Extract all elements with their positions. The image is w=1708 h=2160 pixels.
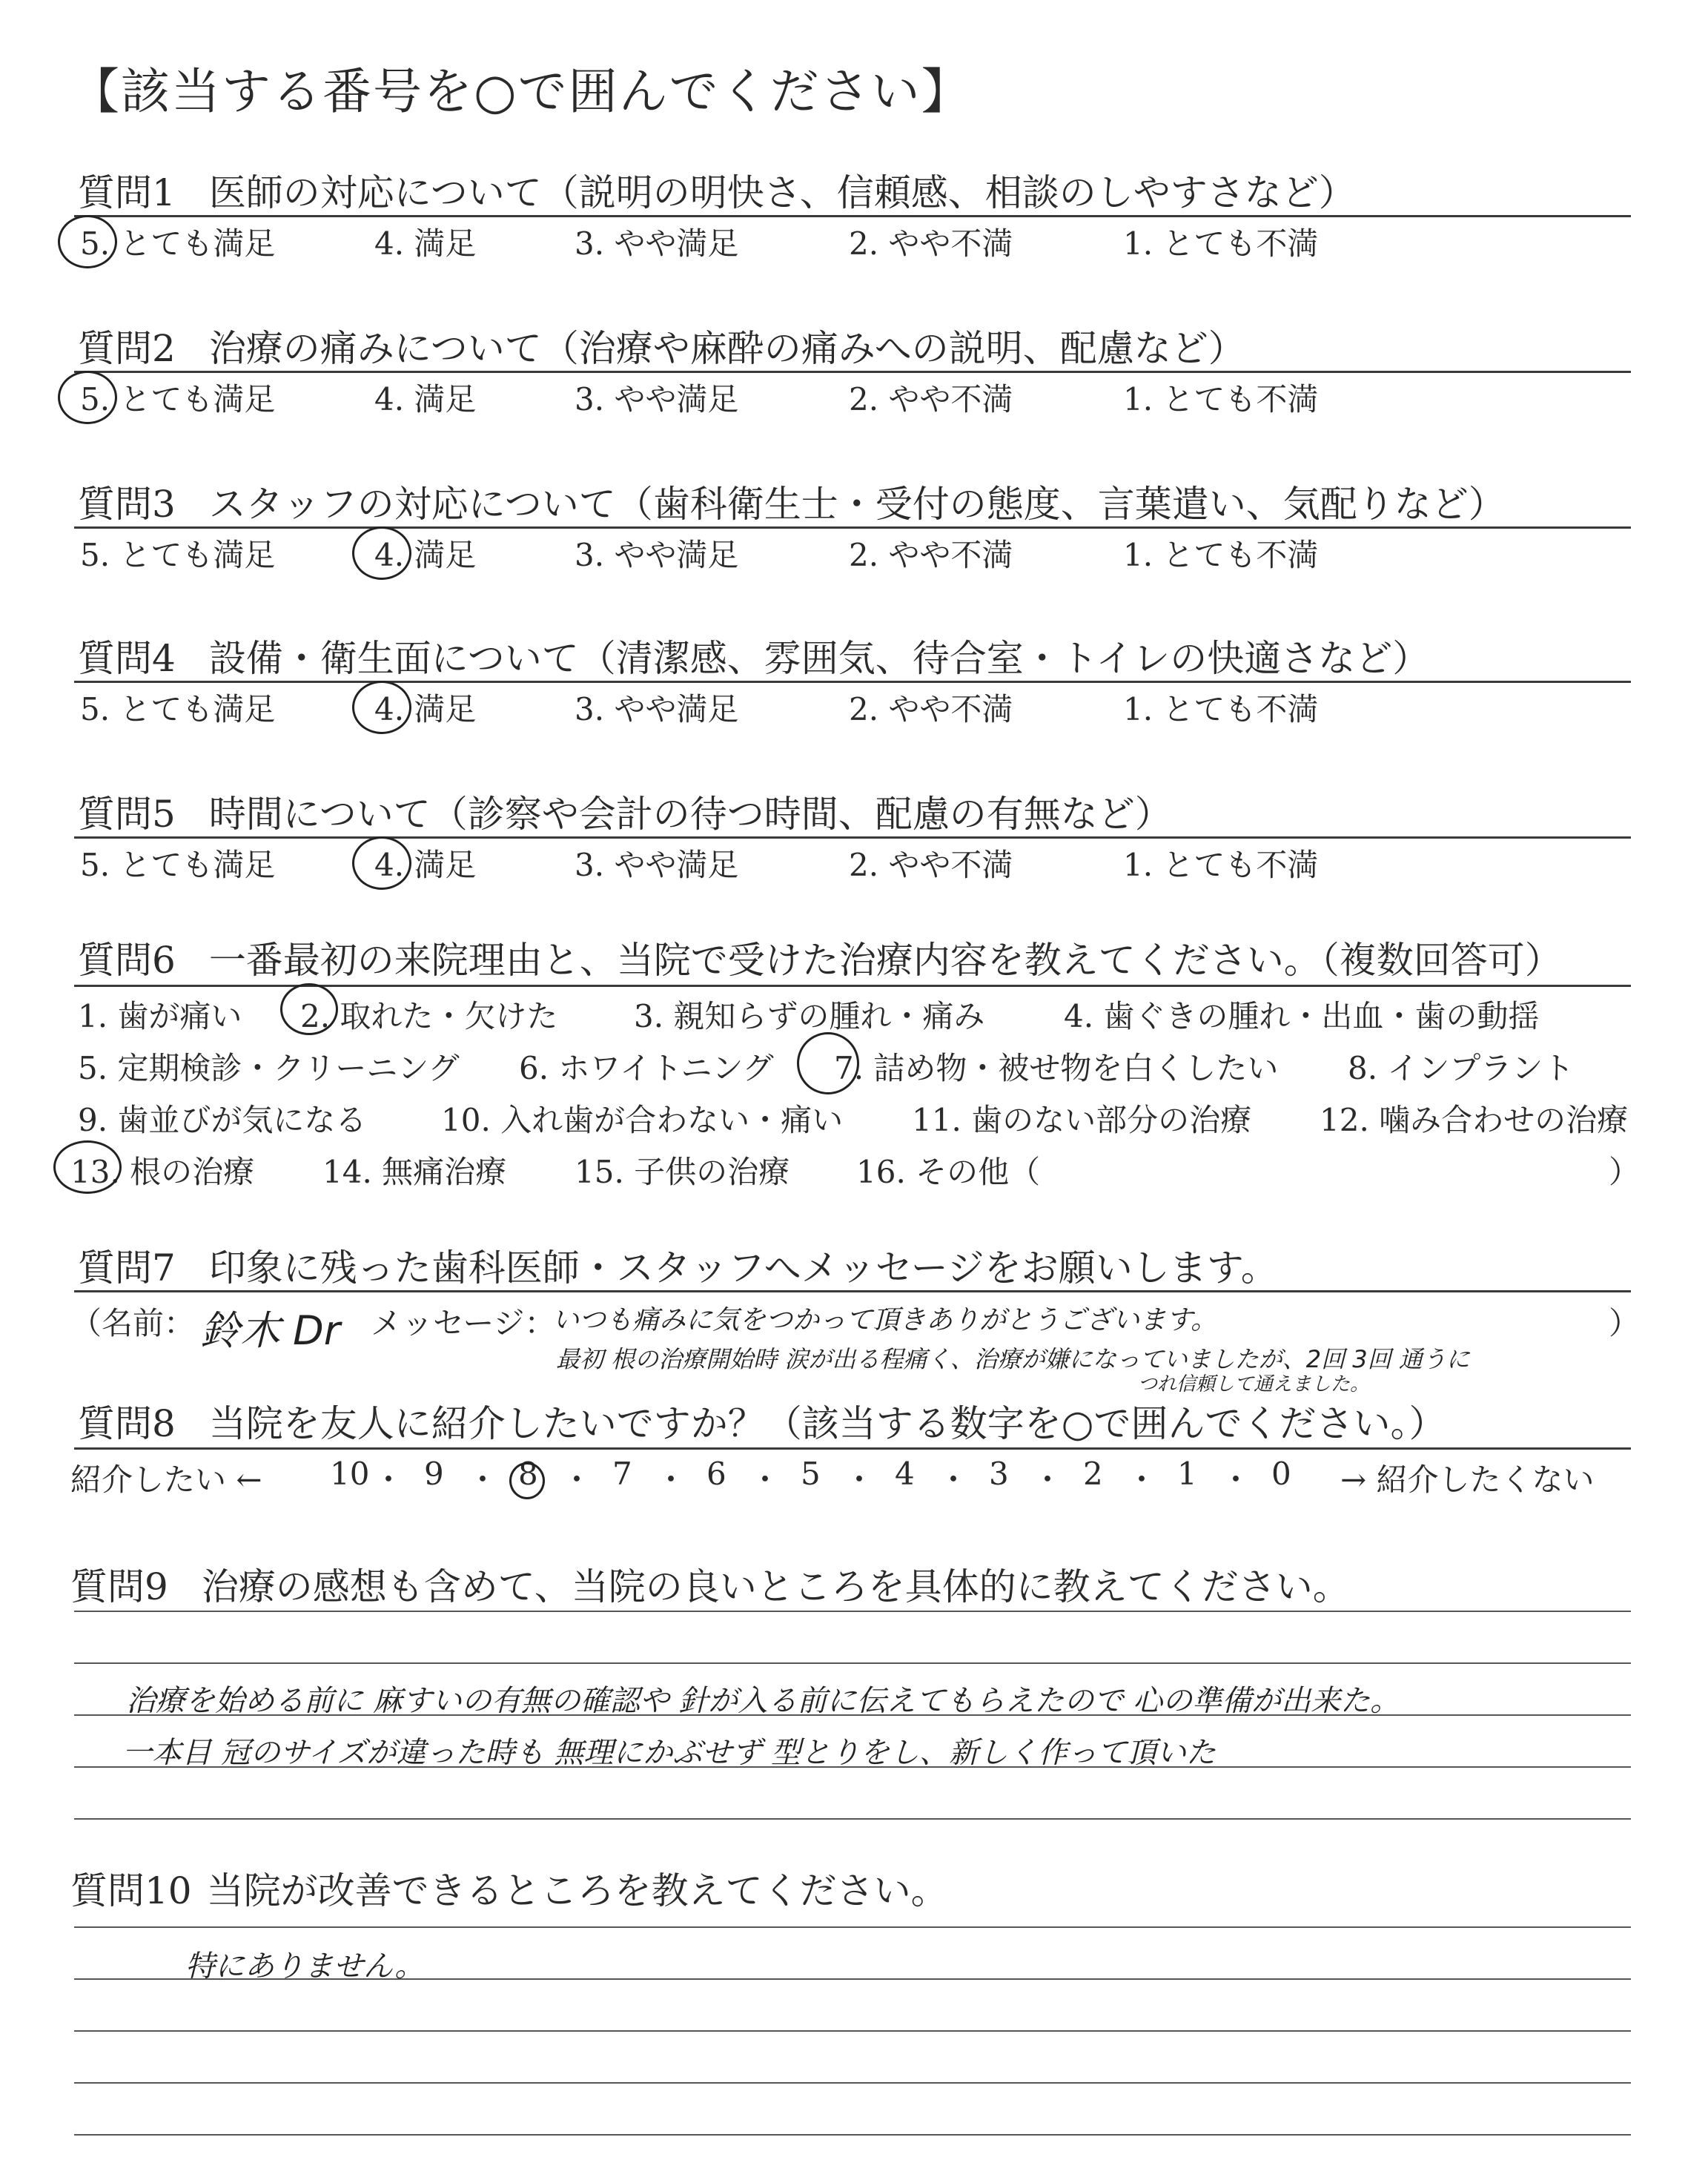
- q8-separator: ・: [561, 1462, 593, 1498]
- q5-option-1[interactable]: 1. とても不満: [1123, 847, 1319, 883]
- q1-text: 医師の対応について（説明の明快さ、信頼感、相談のしやすさなど）: [208, 171, 1356, 214]
- q8-separator: ・: [467, 1462, 499, 1498]
- q10-answer-line1[interactable]: 特にありません。: [185, 1949, 425, 1984]
- q6-option-3[interactable]: 3. 親知らずの腫れ・痛み: [634, 998, 985, 1034]
- q6-option-14[interactable]: 14. 無痛治療: [322, 1154, 507, 1190]
- q6-circle-13: [53, 1140, 122, 1194]
- q6-text: 一番最初の来院理由と、当院で受けた治療内容を教えてください。（複数回答可）: [208, 939, 1562, 982]
- q1-option-2[interactable]: 2. やや不満: [849, 225, 1013, 262]
- q2-option-4[interactable]: 4. 満足: [374, 381, 477, 417]
- q3-selected-circle: [352, 526, 411, 580]
- q1-rule: [74, 215, 1631, 217]
- q7-name-value[interactable]: 鈴木 Dr: [200, 1307, 340, 1354]
- q2-header: [78, 319, 1245, 372]
- q7-message-line3[interactable]: つれ信頼して通えました。: [1138, 1373, 1370, 1396]
- q8-scale-3[interactable]: 3: [989, 1456, 1009, 1492]
- q1-option-3[interactable]: 3. やや満足: [575, 225, 739, 262]
- q8-scale-7[interactable]: 7: [612, 1456, 632, 1492]
- q3-option-2[interactable]: 2. やや不満: [849, 537, 1013, 573]
- q5-option-2[interactable]: 2. やや不満: [849, 847, 1013, 883]
- q6-option-16[interactable]: 16. その他（: [856, 1154, 1041, 1190]
- q6-option-12[interactable]: 12. 噛み合わせの治療: [1320, 1102, 1629, 1138]
- q10-line-3: [74, 2030, 1631, 2032]
- page-title: 【該当する番号を○で囲んでください】: [70, 63, 972, 120]
- q4-text: 設備・衛生面について（清潔感、雰囲気、待合室・トイレの快適さなど）: [208, 637, 1430, 680]
- q8-header: [78, 1394, 1446, 1447]
- q8-scale-8[interactable]: 8: [518, 1456, 538, 1492]
- q9-text: 治療の感想も含めて、当院の良いところを具体的に教えてください。: [201, 1565, 1350, 1608]
- q5-option-3[interactable]: 3. やや満足: [575, 847, 739, 883]
- q8-scale-10[interactable]: 10: [330, 1456, 370, 1492]
- q8-scale-4[interactable]: 4: [895, 1456, 915, 1492]
- q7-close-paren: ）: [1609, 1305, 1641, 1341]
- q10-line-1: [74, 1926, 1631, 1928]
- q4-option-3[interactable]: 3. やや満足: [575, 691, 739, 727]
- q8-scale-5[interactable]: 5: [801, 1456, 821, 1492]
- q4-selected-circle: [352, 681, 411, 734]
- q2-rule: [74, 371, 1631, 373]
- q6-option-15[interactable]: 15. 子供の治療: [575, 1154, 790, 1190]
- q6-option-1[interactable]: 1. 歯が痛い: [78, 998, 242, 1034]
- q4-option-5[interactable]: 5. とても満足: [80, 691, 276, 727]
- q1-option-4[interactable]: 4. 満足: [374, 225, 477, 262]
- q8-rule: [74, 1447, 1631, 1450]
- q3-rule: [74, 526, 1631, 529]
- q6-circle-2: [280, 983, 338, 1035]
- q6-close-paren: ）: [1609, 1154, 1641, 1190]
- q1-selected-circle: [58, 215, 117, 268]
- q2-option-2[interactable]: 2. やや不満: [849, 381, 1013, 417]
- q3-label: 質問3: [78, 483, 176, 526]
- q8-separator: ・: [1126, 1462, 1158, 1498]
- q1-header: [78, 163, 1356, 217]
- q3-header: [78, 475, 1506, 528]
- q8-right-label: → 紹介したくない: [1340, 1462, 1595, 1498]
- q8-scale-9[interactable]: 9: [424, 1456, 444, 1492]
- q3-option-1[interactable]: 1. とても不満: [1123, 537, 1319, 573]
- q5-header: [78, 785, 1172, 838]
- q9-line-1: [74, 1611, 1631, 1612]
- q6-circle-7: [797, 1032, 859, 1094]
- q4-option-1[interactable]: 1. とても不満: [1123, 691, 1319, 727]
- q9-line-5: [74, 1818, 1631, 1820]
- q5-selected-circle: [352, 836, 411, 890]
- q8-label: 質問8: [78, 1402, 176, 1445]
- q8-separator: ・: [1220, 1462, 1252, 1498]
- q8-separator: ・: [373, 1462, 405, 1498]
- q4-header: [78, 629, 1429, 682]
- q8-scale-1[interactable]: 1: [1177, 1456, 1197, 1492]
- q5-rule: [74, 836, 1631, 839]
- q8-scale-6[interactable]: 6: [706, 1456, 726, 1492]
- q6-option-5[interactable]: 5. 定期検診・クリーニング: [78, 1050, 460, 1086]
- q2-option-5[interactable]: 5. とても満足: [80, 381, 276, 417]
- q6-option-13[interactable]: 13. 根の治療: [70, 1154, 255, 1190]
- q6-option-2[interactable]: 2. 取れた・欠けた: [300, 998, 558, 1034]
- q5-option-5[interactable]: 5. とても満足: [80, 847, 276, 883]
- q4-option-2[interactable]: 2. やや不満: [849, 691, 1013, 727]
- q10-text: 当院が改善できるところを教えてください。: [206, 1869, 948, 1912]
- q8-separator: ・: [844, 1462, 875, 1498]
- q10-line-4: [74, 2082, 1631, 2084]
- q7-message-label: メッセージ：: [371, 1305, 556, 1341]
- q8-text: 当院を友人に紹介したいですか？（該当する数字を○で囲んでください。）: [208, 1402, 1446, 1445]
- q7-label: 質問7: [78, 1246, 176, 1289]
- q8-selected-circle: [509, 1462, 545, 1499]
- q7-message-line2[interactable]: 最初 根の治療開始時 涙が出る程痛く、治療が嫌になっていましたが、2回 3回 通うに: [556, 1345, 1470, 1373]
- q4-rule: [74, 681, 1631, 683]
- q6-label: 質問6: [78, 939, 176, 982]
- q7-header: [78, 1238, 1278, 1292]
- q2-selected-circle: [58, 371, 117, 424]
- q3-option-3[interactable]: 3. やや満足: [575, 537, 739, 573]
- q8-separator: ・: [938, 1462, 970, 1498]
- q10-header: [70, 1861, 948, 1915]
- q7-name-label: （名前：: [70, 1305, 196, 1341]
- q6-option-11[interactable]: 11. 歯のない部分の治療: [912, 1102, 1252, 1138]
- q2-option-1[interactable]: 1. とても不満: [1123, 381, 1319, 417]
- q2-option-3[interactable]: 3. やや満足: [575, 381, 739, 417]
- q8-separator: ・: [749, 1462, 781, 1498]
- q10-label: 質問10: [70, 1869, 192, 1912]
- q6-option-7[interactable]: 7. 詰め物・被せ物を白くしたい: [834, 1050, 1279, 1086]
- q8-separator: ・: [1032, 1462, 1064, 1498]
- q1-option-5[interactable]: 5. とても満足: [80, 225, 276, 262]
- q9-header: [70, 1557, 1350, 1611]
- q3-option-4[interactable]: 4. 満足: [374, 537, 477, 573]
- q2-text: 治療の痛みについて（治療や麻酔の痛みへの説明、配慮など）: [208, 327, 1245, 370]
- q6-header: [78, 931, 1562, 984]
- q9-answer-line2[interactable]: 一本目 冠のサイズが違った時も 無理にかぶせず 型とりをし、新しく作って頂いた: [122, 1736, 1216, 1770]
- q6-option-10[interactable]: 10. 入れ歯が合わない・痛い: [441, 1102, 844, 1138]
- q9-label: 質問9: [70, 1565, 168, 1608]
- q9-answer-line1[interactable]: 治療を始める前に 麻すいの有無の確認や 針が入る前に伝えてもらえたので 心の準備が出来た。: [126, 1684, 1400, 1718]
- q6-option-4[interactable]: 4. 歯ぐきの腫れ・出血・歯の動揺: [1064, 998, 1540, 1034]
- q6-option-8[interactable]: 8. インプラント: [1348, 1050, 1575, 1086]
- q6-option-9[interactable]: 9. 歯並びが気になる: [78, 1102, 367, 1138]
- q3-option-5[interactable]: 5. とても満足: [80, 537, 276, 573]
- q10-line-5: [74, 2134, 1631, 2136]
- q8-separator: ・: [655, 1462, 687, 1498]
- q4-option-4[interactable]: 4. 満足: [374, 691, 477, 727]
- q3-text: スタッフの対応について（歯科衛生士・受付の態度、言葉遣い、気配りなど）: [208, 483, 1506, 526]
- q7-text: 印象に残った歯科医師・スタッフへメッセージをお願いします。: [208, 1246, 1278, 1289]
- q5-label: 質問5: [78, 793, 176, 836]
- q8-scale-0[interactable]: 0: [1271, 1456, 1291, 1492]
- q7-rule: [74, 1290, 1631, 1292]
- q7-message-line1[interactable]: いつも痛みに気をつかって頂きありがとうございます。: [552, 1305, 1218, 1335]
- q4-label: 質問4: [78, 637, 176, 680]
- q8-left-label: 紹介したい ←: [70, 1462, 262, 1498]
- q2-label: 質問2: [78, 327, 176, 370]
- q9-line-2: [74, 1662, 1631, 1664]
- q1-label: 質問1: [78, 171, 176, 214]
- q1-option-1[interactable]: 1. とても不満: [1123, 225, 1319, 262]
- q5-option-4[interactable]: 4. 満足: [374, 847, 477, 883]
- q6-option-6[interactable]: 6. ホワイトニング: [519, 1050, 774, 1086]
- q5-text: 時間について（診察や会計の待つ時間、配慮の有無など）: [208, 793, 1172, 836]
- q8-scale-2[interactable]: 2: [1083, 1456, 1103, 1492]
